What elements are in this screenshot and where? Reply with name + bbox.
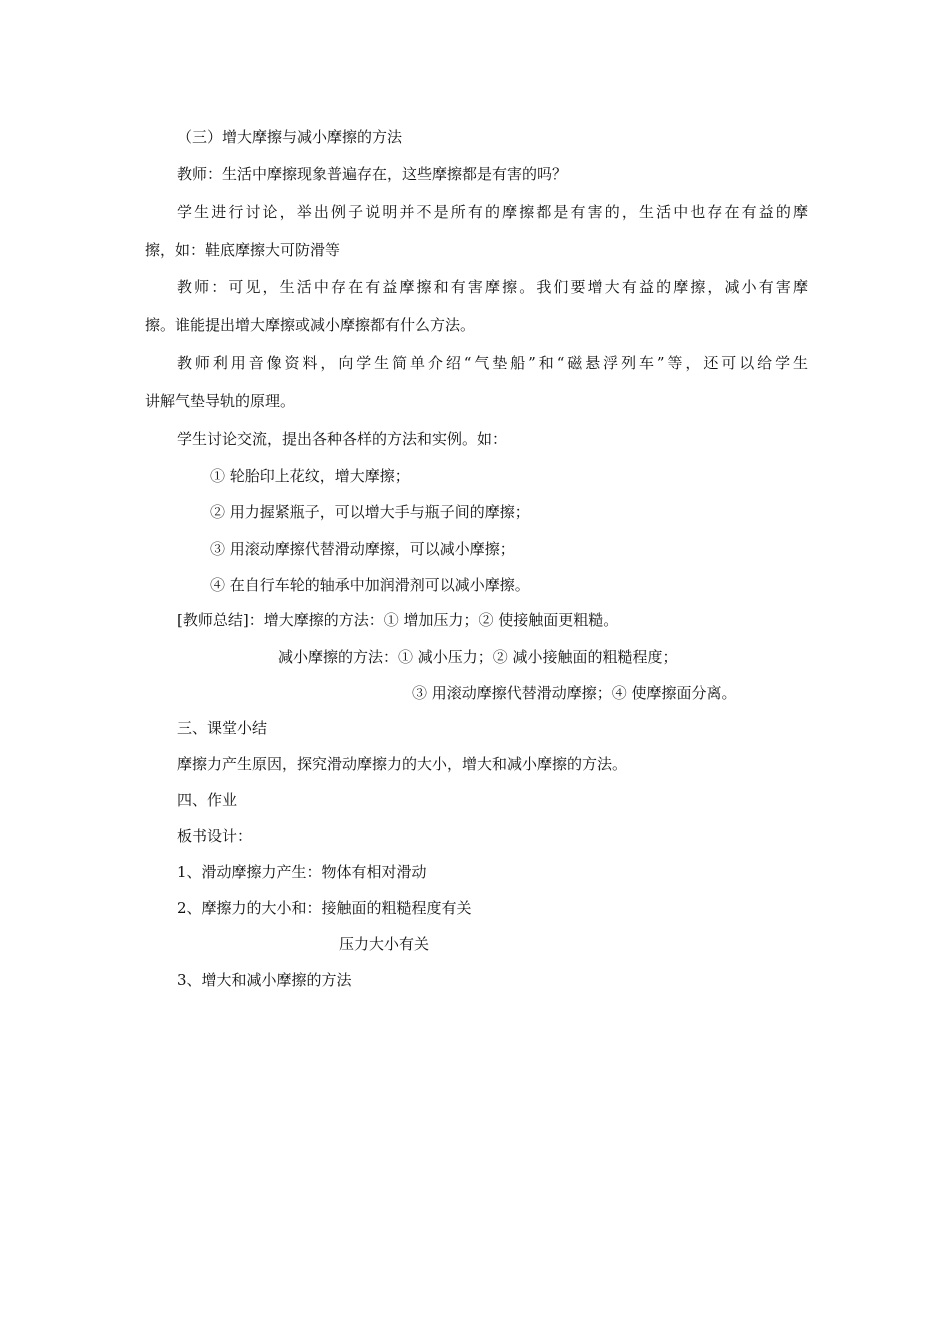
board-item: 2、摩擦力的大小和：接触面的粗糙程度有关: [177, 899, 472, 917]
example-item: ① 轮胎印上花纹，增大摩擦；: [210, 467, 410, 485]
teacher-media-intro-continued: 讲解气垫导轨的原理。: [145, 392, 296, 410]
teacher-question-1: 教师：生活中摩擦现象普遍存在，这些摩擦都是有害的吗？: [177, 165, 568, 183]
board-design-heading: 板书设计：: [177, 827, 253, 845]
class-summary-text: 摩擦力产生原因，探究滑动摩擦力的大小，增大和减小摩擦的方法。: [177, 755, 628, 773]
example-item: ④ 在自行车轮的轴承中加润滑剂可以减小摩擦。: [210, 576, 530, 594]
board-item: 1、滑动摩擦力产生：物体有相对滑动: [177, 863, 427, 881]
teacher-question-2: 教师：可见，生活中存在有益摩擦和有害摩擦。我们要增大有益的摩擦，减小有害摩: [177, 278, 808, 296]
students-discussion-2: 学生讨论交流，提出各种各样的方法和实例。如：: [177, 430, 508, 448]
teacher-media-intro: 教师利用音像资料，向学生简单介绍“气垫船”和“磁悬浮列车”等，还可以给学生: [177, 354, 808, 372]
board-item: 3、增大和减小摩擦的方法: [177, 971, 352, 989]
class-summary-heading: 三、课堂小结: [177, 719, 268, 737]
students-discussion-1-continued: 擦，如：鞋底摩擦大可防滑等: [145, 241, 341, 259]
board-item: 压力大小有关: [339, 935, 430, 953]
example-item: ③ 用滚动摩擦代替滑动摩擦，可以减小摩擦；: [210, 540, 515, 558]
summary-increase-methods: [教师总结]：增大摩擦的方法：① 增加压力；② 使接触面更粗糙。: [177, 611, 619, 629]
teacher-question-2-continued: 擦。谁能提出增大摩擦或减小摩擦都有什么方法。: [145, 316, 476, 334]
homework-heading: 四、作业: [177, 791, 238, 809]
summary-decrease-methods-continued: ③ 用滚动摩擦代替滑动摩擦；④ 使摩擦面分离。: [412, 684, 737, 702]
example-item: ② 用力握紧瓶子，可以增大手与瓶子间的摩擦；: [210, 503, 530, 521]
summary-decrease-methods: 减小摩擦的方法：① 减小压力；② 减小接触面的粗糙程度；: [278, 648, 678, 666]
students-discussion-1: 学生进行讨论，举出例子说明并不是所有的摩擦都是有害的，生活中也存在有益的摩: [177, 203, 808, 221]
section-heading: （三）增大摩擦与减小摩擦的方法: [177, 128, 403, 146]
